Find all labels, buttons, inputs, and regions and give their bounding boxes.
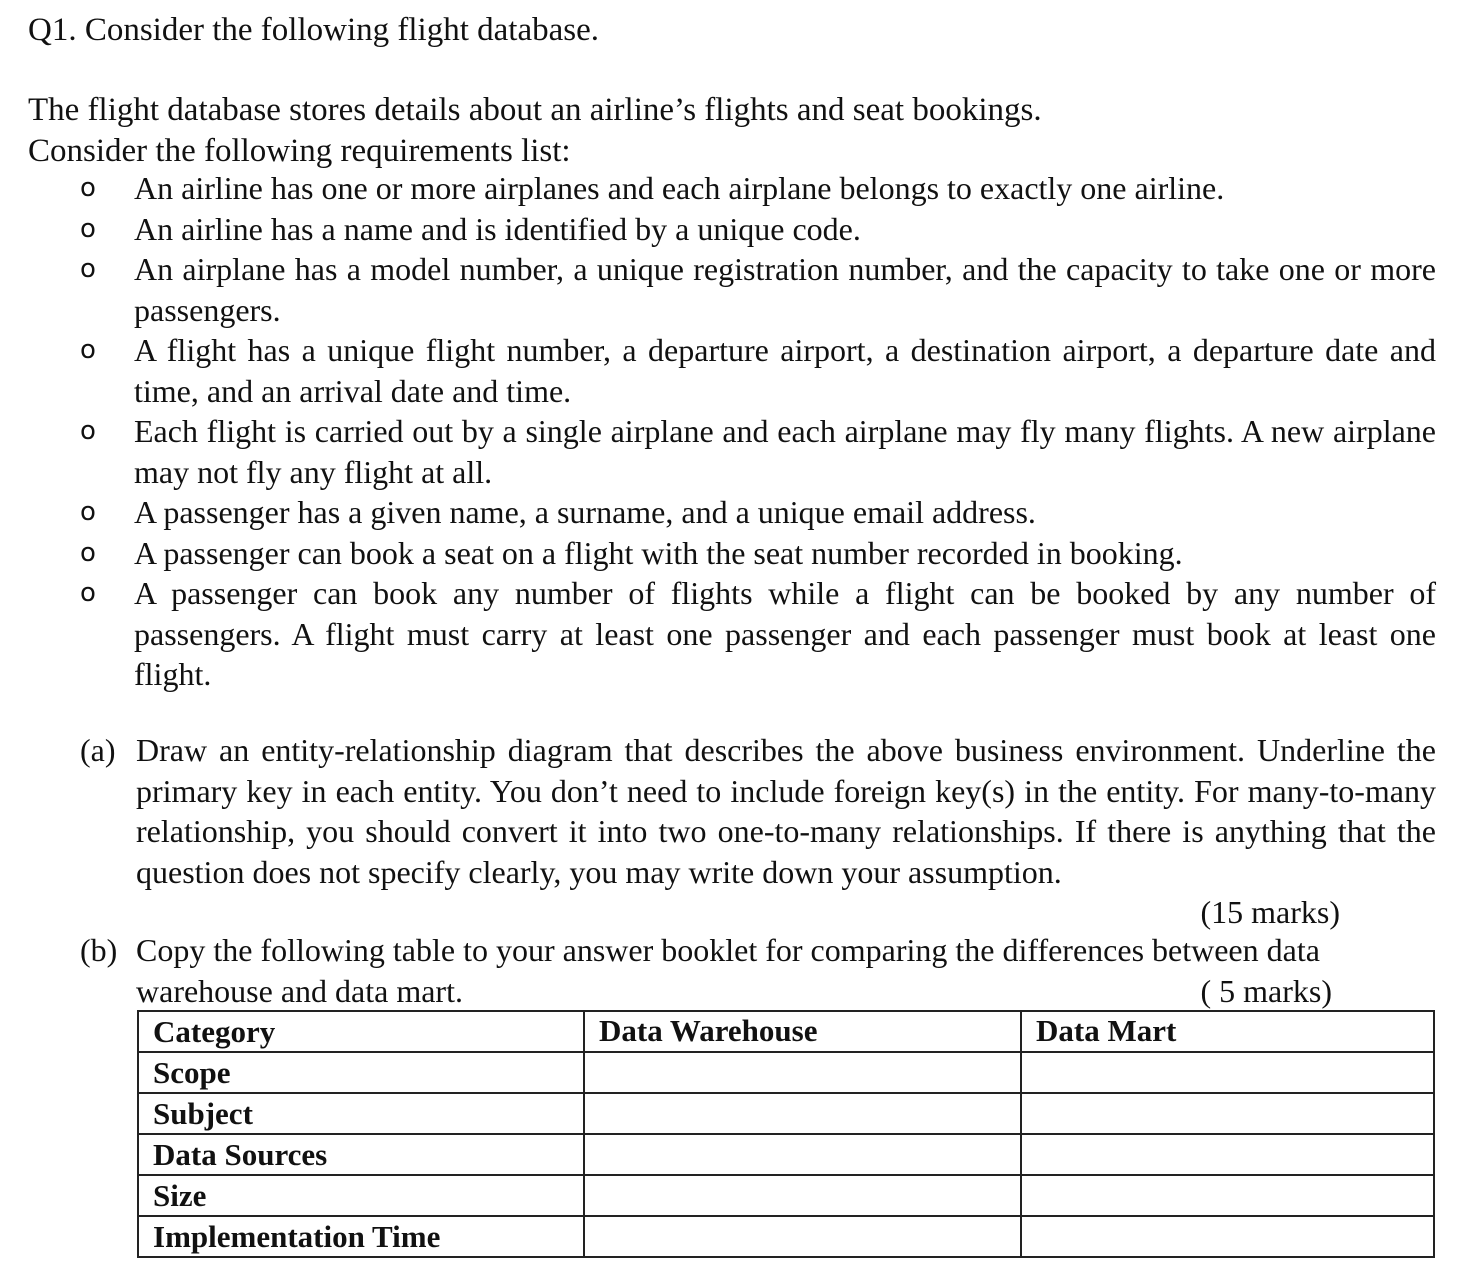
cell-data-mart <box>1021 1134 1434 1175</box>
part-b <box>80 930 1436 1011</box>
part-a-label: (a) <box>80 732 116 768</box>
requirement-text: A passenger can book any number of flights while a flight can be booked by any number of passengers. A flight must carry at least one passenger and each passenger must book at least one flight. <box>134 575 1436 692</box>
requirement-item <box>0 492 1436 533</box>
cell-data-warehouse <box>584 1175 1021 1216</box>
part-a <box>80 730 1436 933</box>
table-row <box>138 1093 1434 1134</box>
bullet-icon: o <box>80 537 96 568</box>
table-row <box>138 1052 1434 1093</box>
header-data-mart: Data Mart <box>1021 1011 1434 1052</box>
header-category: Category <box>138 1011 584 1052</box>
part-b-text-line2: warehouse and data mart. <box>136 972 463 1009</box>
requirements-list <box>0 168 1478 695</box>
requirement-text: An airline has a name and is identified by a unique code. <box>134 210 861 247</box>
part-b-marks: ( 5 marks) <box>1200 972 1332 1009</box>
requirement-item <box>0 209 1436 250</box>
header-data-warehouse: Data Warehouse <box>584 1011 1021 1052</box>
requirement-item <box>0 533 1436 574</box>
table-row <box>138 1175 1434 1216</box>
part-a-text: Draw an entity-relationship diagram that describes the above business environment. Underline the primary key in each entity. You don’t need to include foreign key(s) in the entity. For many-to-many relationship, you should convert it into two one-to-many relationships. If there is anything that the question does not specify clearly, you may write down your assumption. <box>136 732 1436 890</box>
requirement-item <box>0 168 1436 209</box>
part-b-label: (b) <box>80 932 118 968</box>
bullet-icon: o <box>80 254 96 284</box>
comparison-table <box>137 1010 1435 1258</box>
requirement-text: An airplane has a model number, a unique registration number, and the capacity to take one or more passengers. <box>134 251 1436 328</box>
part-a-marks: (15 marks) <box>1200 894 1340 930</box>
row-category: Data Sources <box>138 1134 584 1175</box>
requirement-item <box>0 411 1436 492</box>
requirement-text: A passenger can book a seat on a flight with the seat number recorded in booking. <box>134 534 1183 571</box>
intro-line-1: The flight database stores details about an airline’s flights and seat bookings. <box>28 92 1042 128</box>
bullet-icon: o <box>80 416 96 446</box>
requirement-item <box>0 573 1436 695</box>
requirement-text: An airline has one or more airplanes and each airplane belongs to exactly one airline. <box>134 170 1225 206</box>
cell-data-warehouse <box>584 1134 1021 1175</box>
table-row <box>138 1216 1434 1257</box>
cell-data-warehouse <box>584 1216 1021 1257</box>
bullet-icon: o <box>80 173 96 203</box>
cell-data-mart <box>1021 1052 1434 1093</box>
row-category: Implementation Time <box>138 1216 584 1257</box>
table-row <box>138 1134 1434 1175</box>
cell-data-mart <box>1021 1175 1434 1216</box>
requirement-text: Each flight is carried out by a single airplane and each airplane may fly many flights. A new airplane may not fly any flight at all. <box>134 413 1436 490</box>
part-b-line2 <box>136 971 1436 1012</box>
bullet-icon: o <box>80 497 96 527</box>
requirement-text: A flight has a unique flight number, a departure airport, a destination airport, a departure date and time, and an arrival date and time. <box>134 332 1436 409</box>
cell-data-warehouse <box>584 1052 1021 1093</box>
table-header-row <box>138 1011 1434 1052</box>
requirement-item <box>0 330 1436 411</box>
row-category: Size <box>138 1175 584 1216</box>
cell-data-warehouse <box>584 1093 1021 1134</box>
part-b-text-line1: Copy the following table to your answer booklet for comparing the differences between data <box>136 932 1320 968</box>
question-title: Q1. Consider the following flight database. <box>28 12 599 48</box>
requirement-text: A passenger has a given name, a surname, and a unique email address. <box>134 494 1036 530</box>
cell-data-mart <box>1021 1216 1434 1257</box>
cell-data-mart <box>1021 1093 1434 1134</box>
bullet-icon: o <box>80 213 96 244</box>
row-category: Scope <box>138 1052 584 1093</box>
bullet-icon: o <box>80 578 96 608</box>
row-category: Subject <box>138 1093 584 1134</box>
bullet-icon: o <box>80 335 96 365</box>
requirement-item <box>0 249 1436 330</box>
intro-line-2: Consider the following requirements list: <box>28 133 571 169</box>
